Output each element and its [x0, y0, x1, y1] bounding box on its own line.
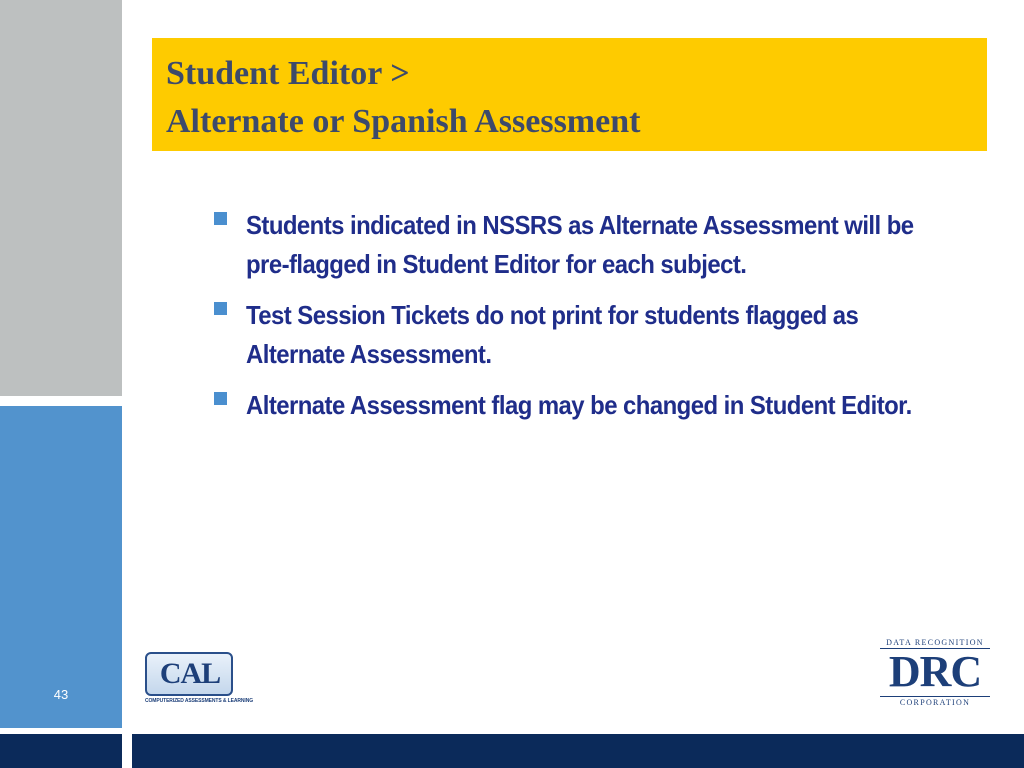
square-bullet-icon — [214, 212, 227, 225]
bullet-text: Students indicated in NSSRS as Alternate Assessment will be pre-flagged in Student Editor for each subject. — [246, 210, 914, 279]
left-blue-panel — [0, 406, 122, 728]
cal-logo-badge — [145, 652, 233, 696]
bullet-text: Test Session Tickets do not print for students flagged as Alternate Assessment. — [246, 300, 859, 369]
title-banner — [152, 38, 987, 151]
title-line-1: Student Editor > — [166, 55, 410, 92]
bullet-text: Alternate Assessment flag may be changed in Student Editor. — [246, 390, 912, 420]
cal-logo — [145, 652, 253, 706]
drc-logo — [880, 638, 990, 708]
left-gray-panel — [0, 0, 122, 396]
slide-number: 43 — [53, 687, 69, 702]
square-bullet-icon — [214, 302, 227, 315]
drc-logo-word: DRC — [888, 647, 982, 696]
square-bullet-icon — [214, 392, 227, 405]
bullet-list — [212, 206, 962, 437]
title-line-2: Alternate or Spanish Assessment — [166, 103, 641, 140]
cal-logo-word: CAL — [159, 657, 221, 690]
footer-band-gap — [122, 734, 132, 768]
bullet-item — [212, 206, 962, 284]
bullet-item — [212, 296, 962, 374]
cal-logo-caption: COMPUTERIZED ASSESSMENTS & LEARNING — [145, 698, 253, 704]
footer-band — [0, 734, 1024, 768]
drc-logo-bottom-text: CORPORATION — [880, 696, 990, 707]
drc-logo-top-text: DATA RECOGNITION — [880, 638, 990, 649]
bullet-item — [212, 386, 962, 425]
